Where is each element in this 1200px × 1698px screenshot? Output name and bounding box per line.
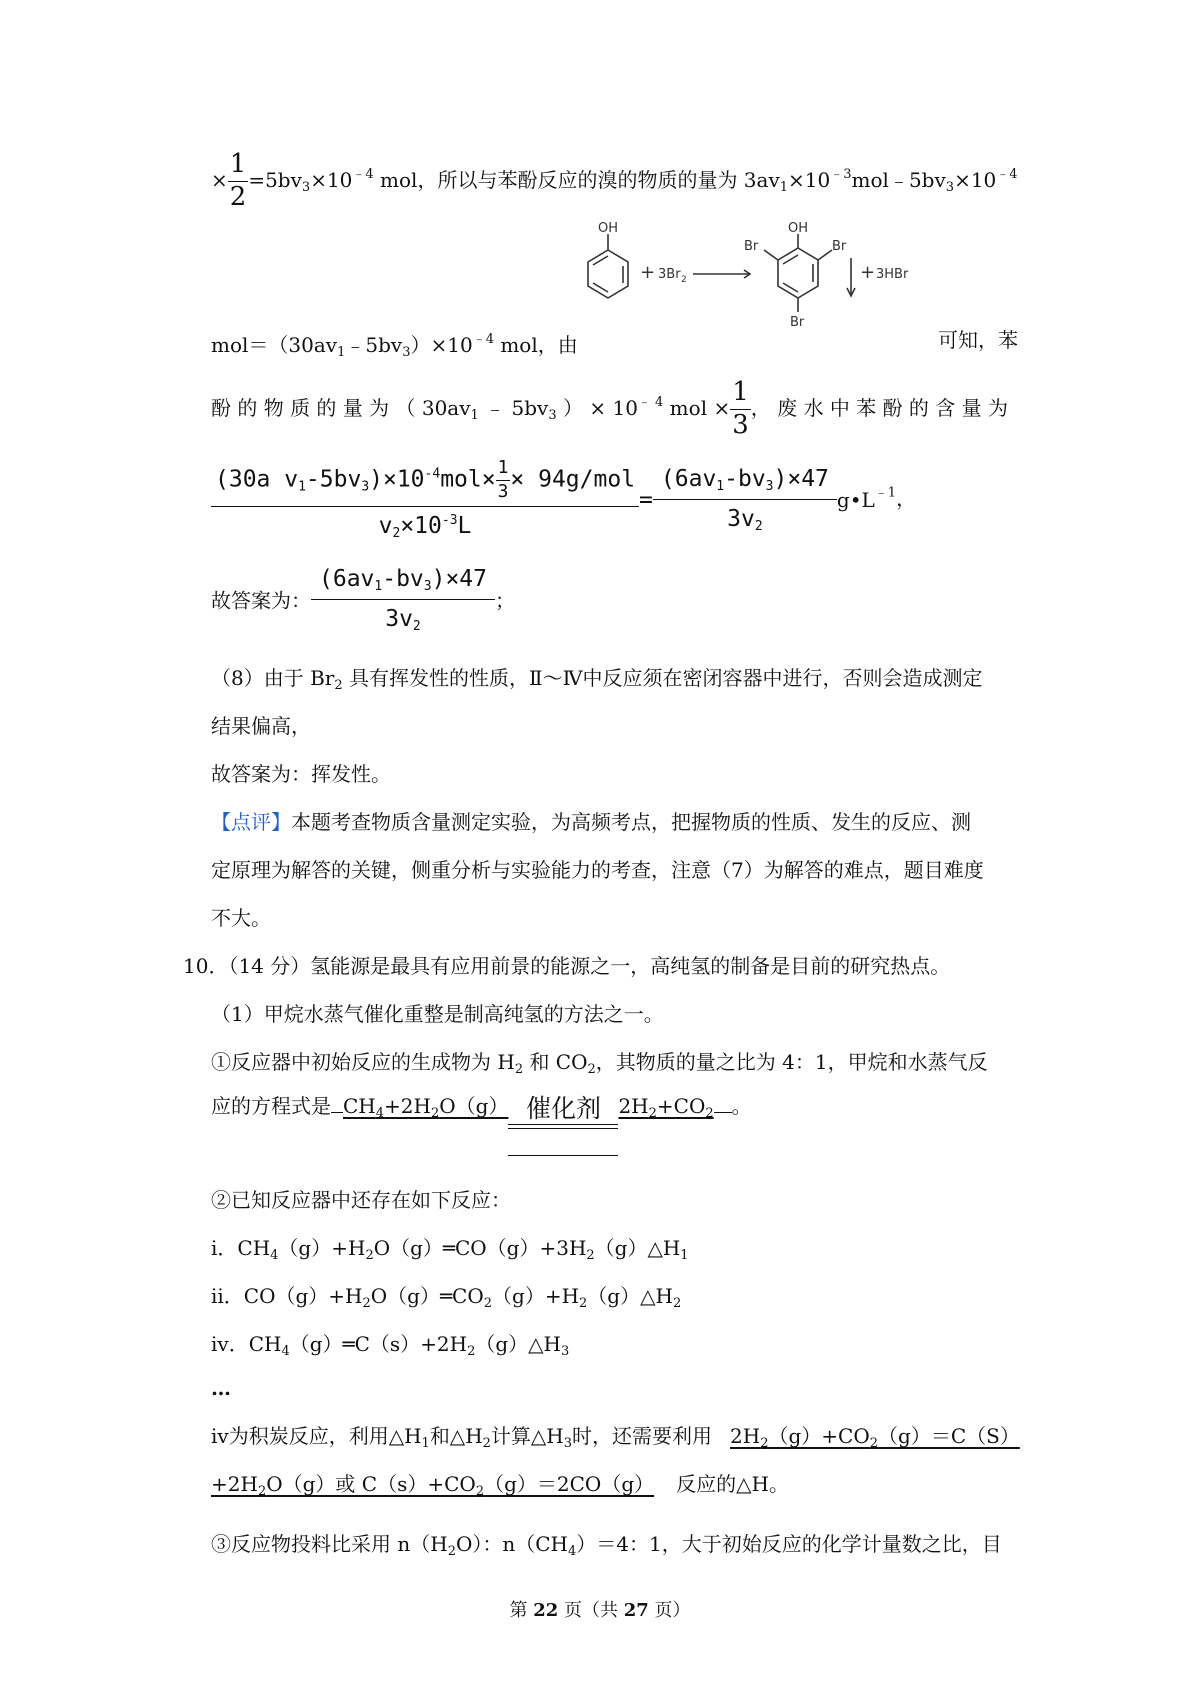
calc-line-2: $mol=(30av_1﹣5bv_3)\times 10^{﹣4}$ mol，由 — [211, 332, 578, 360]
br-right-label: Br — [832, 239, 847, 254]
part-8-line-1: （8）由于 $Br_2$ 具有挥发性的性质，Ⅱ～Ⅳ中反应须在密闭容器中进行，否则会造成测定 — [211, 666, 983, 693]
plus-sign: + — [640, 262, 656, 283]
fraction-half: $\frac{1}{2}$ — [229, 149, 247, 212]
br-left-label: Br — [744, 239, 759, 254]
comment-line-1: 【点评】本题考查物质含量测定实验，为高频考点，把握物质的性质、发生的反应、测 — [211, 810, 971, 834]
comment-line-2: 定原理为解答的关键，侧重分析与实验能力的考查，注意（7）为解答的难点，题目难度 — [211, 858, 984, 882]
plus-sign-2: + — [860, 262, 876, 283]
br-bottom-label: Br — [790, 315, 805, 330]
calc-line-3: 酚 的 物 质 的 量 为 （ $30av_1$ ﹣ $5bv_3$ ） × $10^{﹣ 4}$ mol × $\frac{1}{3}$ ， 废 水 中 苯 酚 的 含 量 为 — [211, 377, 1008, 440]
question-10-equation: 应的方程式是 $CH_4+2H_2O(g)$ 催化剂 $2H_2+CO_2$ 。 — [211, 1092, 752, 1128]
reaction-i: ⅰ．$CH_4(g)+H_2O(g)═CO(g)+3H_2(g)\triangle H_1$ — [211, 1236, 689, 1263]
svg-text:2: 2 — [681, 275, 687, 285]
comment-tag: 【点评】 — [211, 810, 291, 834]
answer-blank-1: $2H_2(g)+CO_2(g)=C(S)$ — [730, 1424, 1020, 1451]
question-10: 10．（14 分）氢能源是最具有应用前景的能源之一，高纯氢的制备是目前的研究热点。 — [183, 954, 951, 978]
reaction-iv: ⅳ．$CH_4(g)═C(s)+2H_2(g)\triangle H_3$ — [211, 1332, 570, 1359]
content-formula: (30a $v_1-5bv_3)\times 10^{-4}mol\times$ $\frac{1}{3}$ × 94g/mol $v_2\times 10^{-3}L$ = $\frac{(6av_1-bv_3)\times 47}{3v_2}$ $g•L^{﹣1}$， — [211, 458, 916, 542]
equals-sign: = — [639, 487, 653, 514]
result-fraction: $\frac{(6av_1-bv_3)\times 47}{3v_2}$ — [653, 466, 837, 535]
oh-label-reactant: OH — [598, 221, 619, 236]
content-fraction: (30a $v_1-5bv_3)\times 10^{-4}mol\times$ $\frac{1}{3}$ × 94g/mol $v_2\times 10^{-3}L$ — [211, 458, 639, 542]
question-10-c2: ②已知反应器中还存在如下反应： — [211, 1188, 511, 1212]
ellipsis: … — [211, 1376, 231, 1400]
fraction-third: $\frac{1}{3}$ — [732, 377, 749, 440]
oh-label-product: OH — [788, 221, 809, 236]
part-8-line-2: 结果偏高， — [211, 714, 311, 738]
question-10-c1: ①反应器中初始反应的生成物为 $H_2$ 和 $CO_2$，其物质的量之比为 4：1，甲烷和水蒸气反 — [211, 1050, 988, 1077]
iv-line-1: ⅳ为积炭反应，利用$\triangle H_1$和$\triangle H_2$计算$\triangle H_3$时，还需要利用 $2H_2(g)+CO_2(g)=C(S)$ — [211, 1424, 1020, 1451]
calc-line-2-tail: 可知，苯 — [938, 328, 1018, 352]
total-pages: 27 — [623, 1600, 649, 1621]
answer-1: 故答案为： $\frac{(6av_1-bv_3)\times 47}{3v_2}$ ； — [211, 566, 515, 634]
question-10-c3: ③反应物投料比采用 $n(H_2O)$：$n(CH_4)=4$：1，大于初始反应的化学计量数之比，目 — [211, 1532, 1002, 1559]
question-10-part-1: （1）甲烷水蒸气催化重整是制高纯氢的方法之一。 — [211, 1002, 664, 1026]
page-footer: 第 22 页（共 27 页） — [509, 1600, 691, 1621]
page-number: 22 — [533, 1600, 559, 1621]
phenol-bromination-reaction — [568, 220, 968, 350]
hbr-label: 3HBr — [876, 267, 909, 282]
calc-line-1: × $\frac{1}{2}$ $=5bv_3\times 10^{﹣4}$ mol，所以与苯酚反应的溴的物质的量为 $3av_1\times 10^{﹣3}mol﹣5bv_3\times 10^{﹣4}$ — [211, 149, 1018, 212]
reaction-ii: ⅱ．$CO(g)+H_2O(g)═CO_2(g)+H_2(g)\triangle H_2$ — [211, 1284, 682, 1311]
iv-line-2: $+2H_2O(g)$或 $C(s)+CO_2(g)=2CO(g)$ 反应的△H。 — [211, 1472, 789, 1499]
comment-line-3: 不大。 — [211, 906, 271, 930]
answer-blank-2: $+2H_2O(g)$或 $C(s)+CO_2(g)=2CO(g)$ — [211, 1472, 655, 1499]
bromine-label: 3Br — [658, 267, 681, 282]
answer-2: 故答案为：挥发性。 — [211, 762, 391, 786]
catalyst-equals: 催化剂 — [508, 1094, 618, 1156]
answer-1-fraction: $\frac{(6av_1-bv_3)\times 47}{3v_2}$ — [311, 566, 495, 635]
